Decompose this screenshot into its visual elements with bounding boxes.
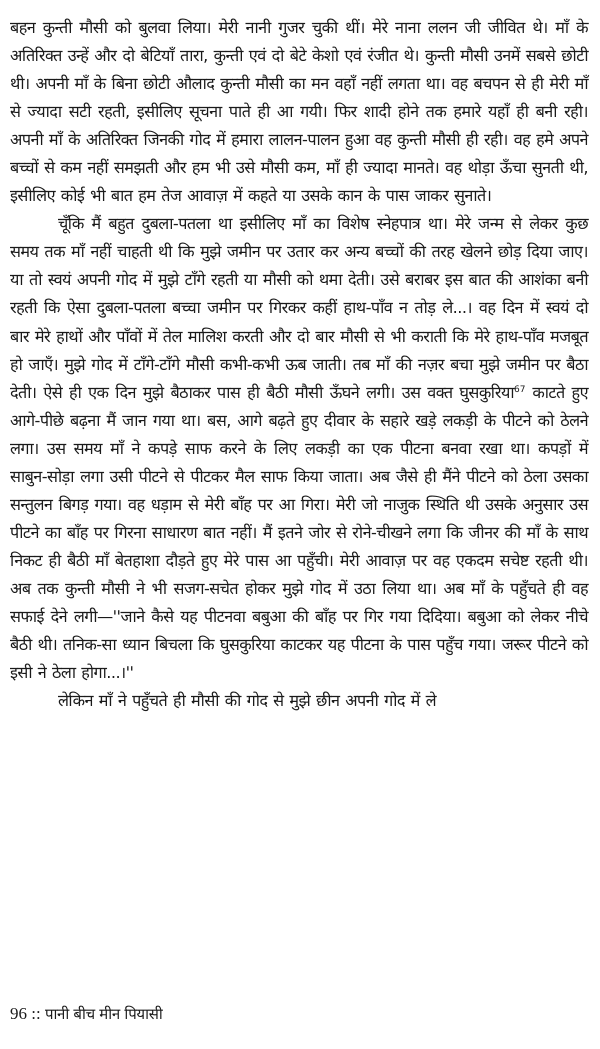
book-title: पानी बीच मीन पियासी: [44, 1005, 163, 1023]
paragraph-2: [10, 210, 588, 687]
paragraph-2-part-1: चूँकि मैं बहुत दुबला-पतला था इसीलिए माँ का विशेष स्नेहपात्र था। मेरे जन्म से लेकर कुछ समय तक माँ नहीं चाहती थी कि मुझे जमीन पर उतार कर अन्य बच्चों की तरह खेलने छोड़ दिया जाए। या तो स्वयं अपनी गोद में मुझे टाँगे रहती या मौसी को थमा देती। उसे बराबर इस बात की आशंका बनी रहती कि ऐसा दुबला-पतला बच्चा जमीन पर गिरकर कहीं हाथ-पाँव न तोड़ ले...। वह दिन में स्वयं दो बार मेरे हाथों और पाँवों में तेल मालिश करती और दो बार मौसी से भी कराती कि मेरे हाथ-पाँव मजबूत हो जाएँ। मुझे गोद में टाँगे-टाँगे मौसी कभी-कभी ऊब जाती। तब माँ की नज़र बचा मुझे जमीन पर बैठा देती। ऐसे ही एक दिन मुझे बैठाकर पास ही बैठी मौसी ऊँघने लगी। उस वक्त घुसकुरिया: [10, 214, 588, 402]
paragraph-1: बहन कुन्ती मौसी को बुलवा लिया। मेरी नानी गुजर चुकी थीं। मेरे नाना ललन जी जीवित थे। माँ के अतिरिक्त उन्हें और दो बेटियाँ तारा, कुन्ती एवं दो बेटे केशो एवं रंजीत थे। कुन्ती मौसी उनमें सबसे छोटी थी। अपनी माँ के बिना छोटी औलाद कुन्ती मौसी का मन वहाँ नहीं लगता था। वह बचपन से ही मेरी माँ से ज्यादा सटी रहती, इसीलिए सूचना पाते ही आ गयी। फिर शादी होने तक हमारे यहाँ ही बनी रही। अपनी माँ के अतिरिक्त जिनकी गोद में हमारा लालन-पालन हुआ वह कुन्ती मौसी ही रही। वह हमे अपने बच्चों से कम नहीं समझती और हम भी उसे मौसी कम, माँ ही ज्यादा मानते। वह थोड़ा ऊँचा सुनती थी, इसीलिए कोई भी बात हम तेज आवाज़ में कहते या उसके कान के पास जाकर सुनाते।: [10, 18, 588, 206]
paragraph-2-part-2: काटते हुए आगे-पीछे बढ़ना मैं जान गया था। बस, आगे बढ़ते हुए दीवार के सहारे खड़े लकड़ी के पीटने को ठेलने लगा। उस समय माँ ने कपड़े साफ करने के लिए लकड़ी का एक पीटना बनवा रखा था। कपड़ों में साबुन-सोड़ा लगा उसी पीटने से पीटकर मैल साफ किया जाता। अब जैसे ही मैंने पीटने को ठेला उसका सन्तुलन बिगड़ गया। वह धड़ाम से मेरी बाँह पर आ गिरा। मेरी जो नाजुक स्थिति थी उसके अनुसार उस पीटने का बाँह पर गिरना साधारण बात नहीं। मैं इतने जोर से रोने-चीखने लगा कि जीनर की माँ के साथ निकट ही बैठी माँ बेतहाशा दौड़ते हुए मेरे पास आ पहुँची। मेरी आवाज़ पर वह एकदम सचेष्ट रहती थी। अब तक कुन्ती मौसी ने भी सजग-सचेत होकर मुझे गोद में उठा लिया था। अब माँ के पहुँचते ही वह सफाई देने लगी—''जाने कैसे यह पीटनवा बबुआ की बाँह पर गिर गया दिदिया। बबुआ को लेकर नीचे बैठी थी। तनिक-सा ध्यान बिचला कि घुसकुरिया काटकर यह पीटना के पास पहुँच गया। जरूर पीटने को इसी ने ठेला होगा...।'': [10, 382, 588, 683]
paragraph-3: लेकिन माँ ने पहुँचते ही मौसी की गोद से मुझे छीन अपनी गोद में ले: [58, 691, 437, 711]
footnote-reference: 67: [514, 384, 526, 395]
page-footer: [10, 1002, 162, 1026]
page-number: 96: [10, 1004, 27, 1023]
footer-separator: ::: [27, 1004, 45, 1023]
page-body: [10, 14, 588, 715]
